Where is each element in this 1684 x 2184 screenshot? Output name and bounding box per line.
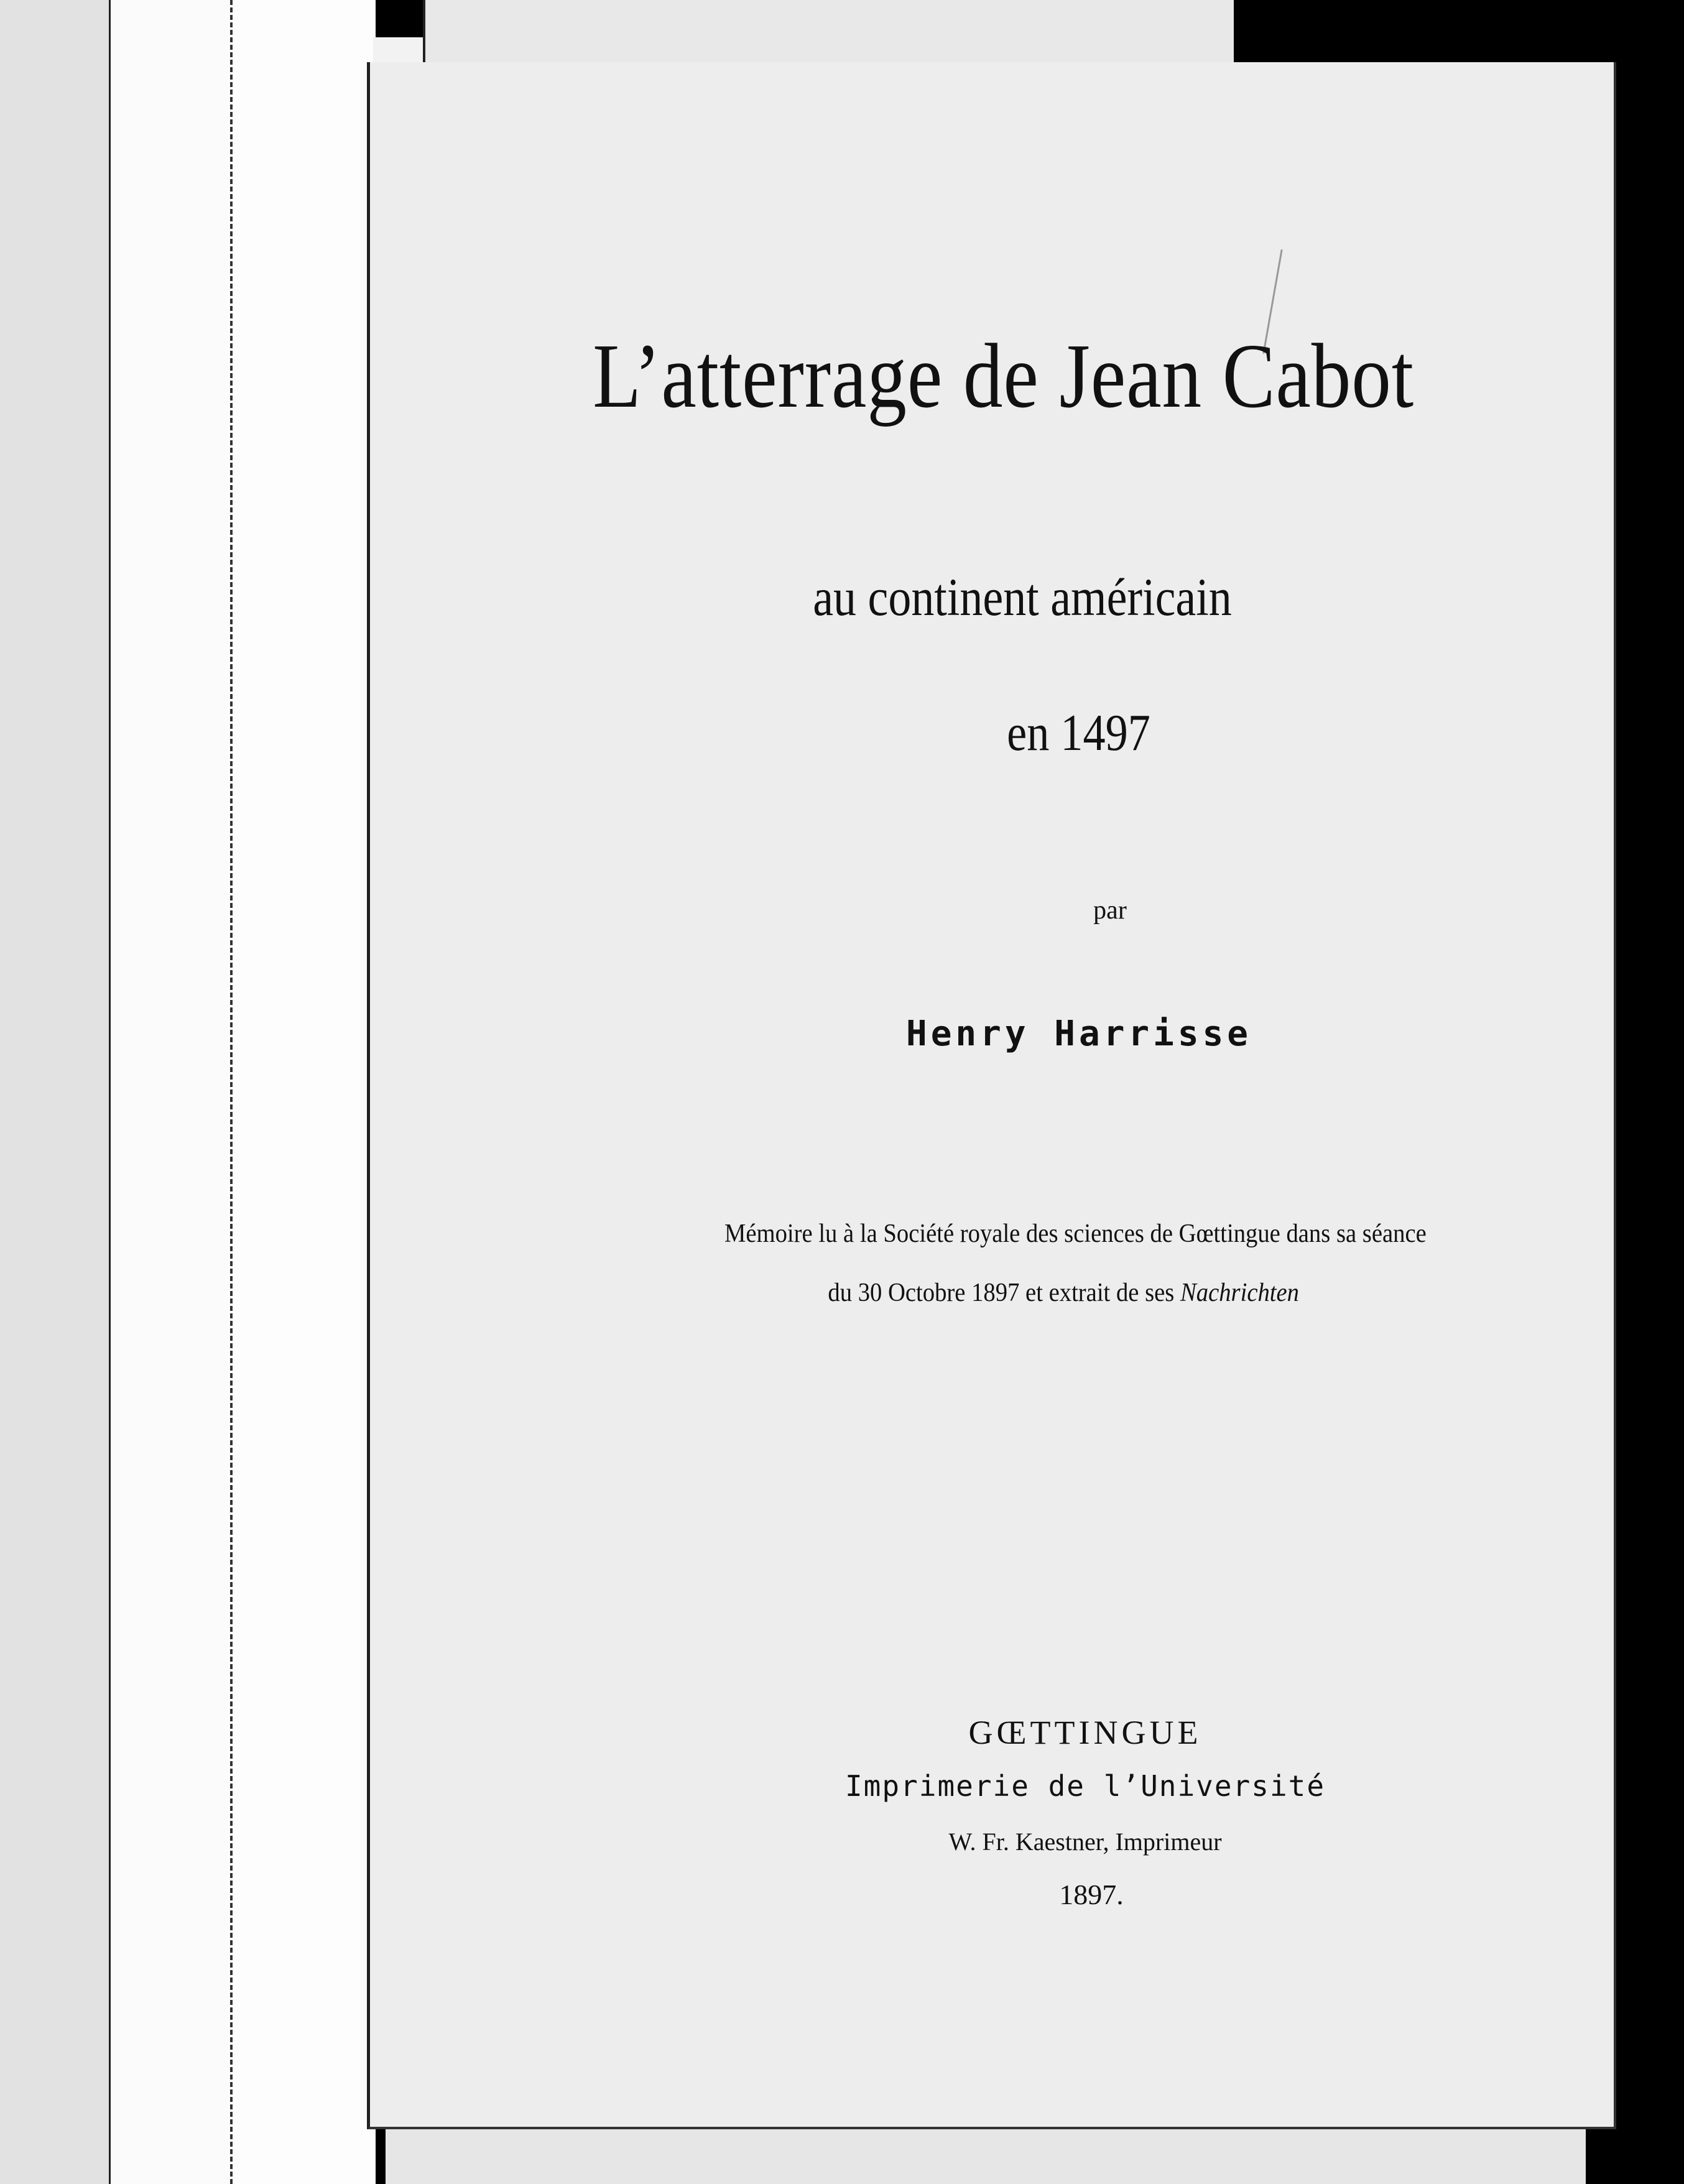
imprint-year: 1897. bbox=[1059, 1879, 1124, 1910]
book-title: L’atterrage de Jean Cabot bbox=[593, 325, 1415, 427]
back-page-edge bbox=[373, 37, 423, 62]
memoire-note-line-2 bbox=[423, 1278, 1635, 1308]
imprint-printer-name: W. Fr. Kaestner, Imprimeur bbox=[948, 1828, 1222, 1856]
book-subtitle: au continent américain bbox=[813, 567, 1232, 627]
author-name: Henry Harrisse bbox=[905, 1014, 1252, 1054]
back-page-edge bbox=[386, 2121, 1586, 2184]
title-page bbox=[367, 62, 1616, 2129]
memoire-note-text: du 30 Octobre 1897 et extrait de ses bbox=[828, 1279, 1175, 1307]
imprint-city: GŒTTINGUE bbox=[968, 1714, 1202, 1751]
memoire-note-italic: Nachrichten bbox=[1180, 1279, 1299, 1307]
by-line: par bbox=[1093, 896, 1127, 925]
imprint-printer: Imprimerie de l’Université bbox=[844, 1769, 1326, 1803]
back-page-edge bbox=[423, 0, 1234, 68]
back-page-edge bbox=[109, 0, 232, 2184]
back-page-edge bbox=[230, 0, 376, 2184]
memoire-note-line-1: Mémoire lu à la Société royale des sciences de Gœttingue dans sa séance bbox=[724, 1219, 1427, 1248]
year-line: en 1497 bbox=[1007, 704, 1150, 762]
back-page-edge bbox=[0, 0, 109, 2184]
